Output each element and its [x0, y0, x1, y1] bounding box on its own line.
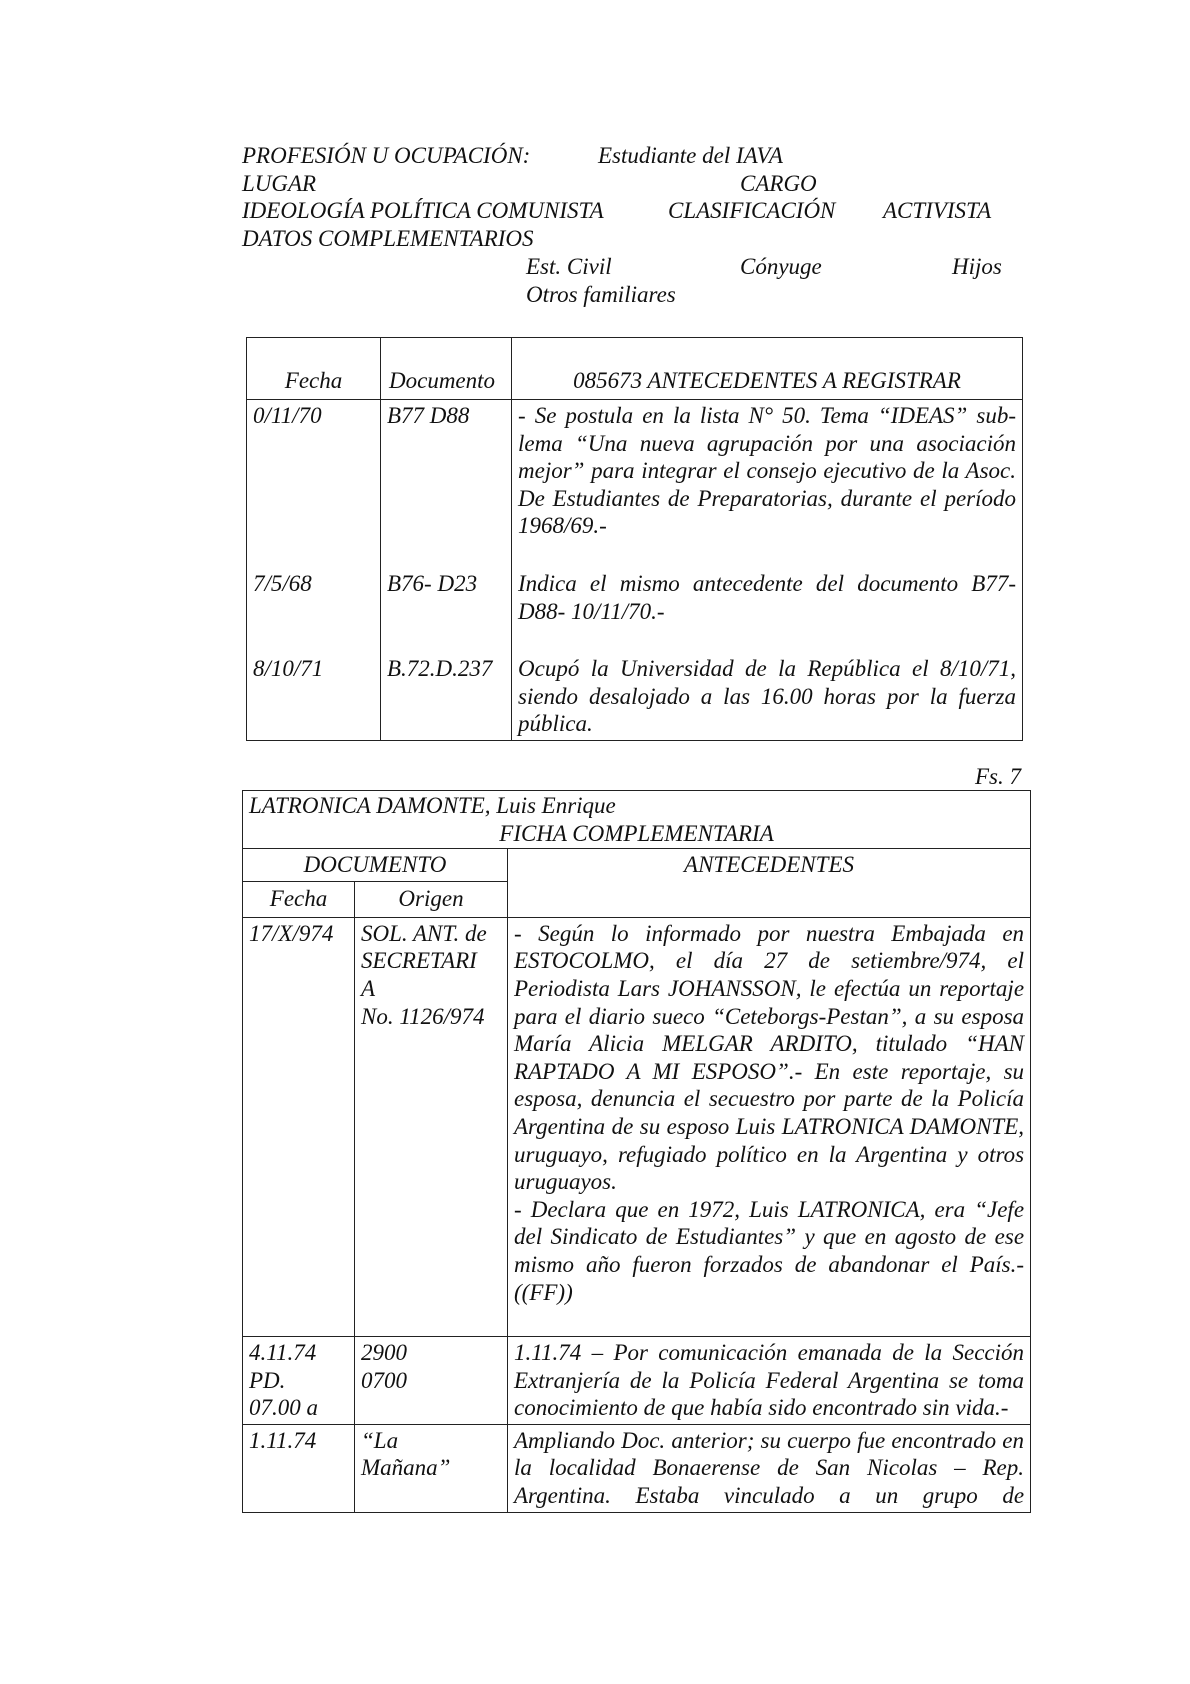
paragraph: - Declara que en 1972, Luis LATRONICA, era “Jefe del Sindicato de Estudiantes” y que en agosto de ese mismo año fueron forzados de abandonar el País.- ((FF))	[514, 1196, 1025, 1305]
origen-line: No. 1126/974	[361, 1003, 485, 1029]
ideologia-text: IDEOLOGÍA POLÍTICA COMUNISTA	[242, 198, 604, 223]
ficha-complementaria-table	[242, 790, 1031, 1513]
antecedentes-header: ANTECEDENTES	[508, 849, 1031, 918]
row-fecha: 1.11.74	[243, 1424, 355, 1512]
person-name: LATRONICA DAMONTE, Luis Enrique	[249, 793, 616, 818]
row-fecha: 17/X/974	[243, 917, 355, 1336]
ficha-header-row	[243, 849, 1031, 882]
ficha-title-row	[243, 791, 1031, 849]
folio-number: Fs. 7	[975, 764, 1021, 789]
row-texto: Ampliando Doc. anterior; su cuerpo fue encontrado en la localidad Bonaerense de San Nicolas – Rep. Argentina. Estaba vinculado a un grupo de	[508, 1424, 1031, 1512]
row-texto: 1.11.74 – Por comunicación emanada de la Sección Extranjería de la Policía Federal Argentina se toma conocimiento de que había sido encontrado sin vida.-	[508, 1337, 1031, 1425]
paragraph: - Según lo informado por nuestra Embajada en ESTOCOLMO, el día 27 de setiembre/974, el Periodista Lars JOHANSSON, le efectúa un reportaje para el diario sueco “Ceteborgs-Pestan”, a su esposa María Alicia MELGAR ARDITO, titulado “HAN RAPTADO A MI ESPOSO”.- En este reportaje, su esposa, denuncia el secuestro por parte de la Policía Argentina de su esposo Luis LATRONICA DAMONTE, uruguayo, refugiado político en la Argentina y otros uruguayos.	[514, 920, 1025, 1195]
fecha-line: 07.00 a	[249, 1395, 318, 1421]
row-documento: B76- D23	[381, 568, 512, 653]
origen-line: 2900	[361, 1340, 407, 1366]
otros-familiares-label: Otros familiares	[526, 282, 676, 307]
lugar-label: LUGAR	[242, 171, 317, 196]
table-row	[247, 653, 1023, 740]
fecha-header: Fecha	[243, 881, 355, 917]
origen-line: “La	[361, 1427, 399, 1453]
row-origen	[355, 917, 508, 1336]
row-texto: Ocupó la Universidad de la República el 8/10/71, siendo desalojado a las 16.00 horas por la fuerza pública.	[512, 653, 1023, 740]
table-row	[243, 1424, 1031, 1512]
row-fecha: 8/10/71	[247, 653, 381, 740]
row-fecha: 0/11/70	[247, 400, 381, 568]
row-documento: B77 D88	[381, 400, 512, 568]
row-texto: - Se postula en la lista N° 50. Tema “IDEAS” sub-lema “Una nueva agrupación por una asociación mejor” para integrar el consejo ejecutivo de la Asoc. De Estudiantes de Preparatorias, durante el período 1968/69.-	[512, 400, 1023, 568]
documento-header: DOCUMENTO	[243, 849, 508, 882]
table-row	[243, 917, 1031, 1336]
row-origen	[355, 1424, 508, 1512]
row-documento: B.72.D.237	[381, 653, 512, 740]
origen-line: SOL. ANT. de	[361, 920, 487, 946]
table-row	[247, 400, 1023, 568]
row-texto	[508, 917, 1031, 1336]
clasificacion-value: ACTIVISTA	[883, 198, 992, 223]
row-fecha: 7/5/68	[247, 568, 381, 653]
origen-line: SECRETARI	[361, 948, 477, 974]
table-row	[247, 568, 1023, 653]
origen-line: Mañana”	[361, 1455, 451, 1481]
ficha-subtitle: FICHA COMPLEMENTARIA	[499, 820, 774, 846]
datos-complementarios-label: DATOS COMPLEMENTARIOS	[242, 226, 534, 251]
row-fecha	[243, 1337, 355, 1425]
conyuge-label: Cónyuge	[740, 254, 822, 279]
row-texto: Indica el mismo antecedente del documento B77-D88- 10/11/70.-	[512, 568, 1023, 653]
hijos-label: Hijos	[952, 254, 1002, 279]
profesion-label: PROFESIÓN U OCUPACIÓN:	[242, 143, 531, 168]
table-header-row	[247, 338, 1023, 400]
row-origen	[355, 1337, 508, 1425]
fecha-line: PD.	[249, 1367, 286, 1393]
profesion-value: Estudiante del IAVA	[598, 143, 783, 168]
fecha-header: Fecha	[247, 338, 381, 400]
table-row	[243, 1337, 1031, 1425]
origen-line: A	[361, 975, 376, 1001]
fecha-line: 4.11.74	[249, 1340, 317, 1366]
cargo-label: CARGO	[740, 171, 817, 196]
origen-line: 0700	[361, 1367, 407, 1393]
origen-header: Origen	[355, 881, 508, 917]
antecedentes-table	[246, 337, 1023, 741]
clasificacion-label: CLASIFICACIÓN	[668, 198, 836, 223]
antecedentes-registrar-header: 085673 ANTECEDENTES A REGISTRAR	[512, 338, 1023, 400]
documento-header: Documento	[381, 338, 512, 400]
est-civil-label: Est. Civil	[526, 254, 612, 279]
